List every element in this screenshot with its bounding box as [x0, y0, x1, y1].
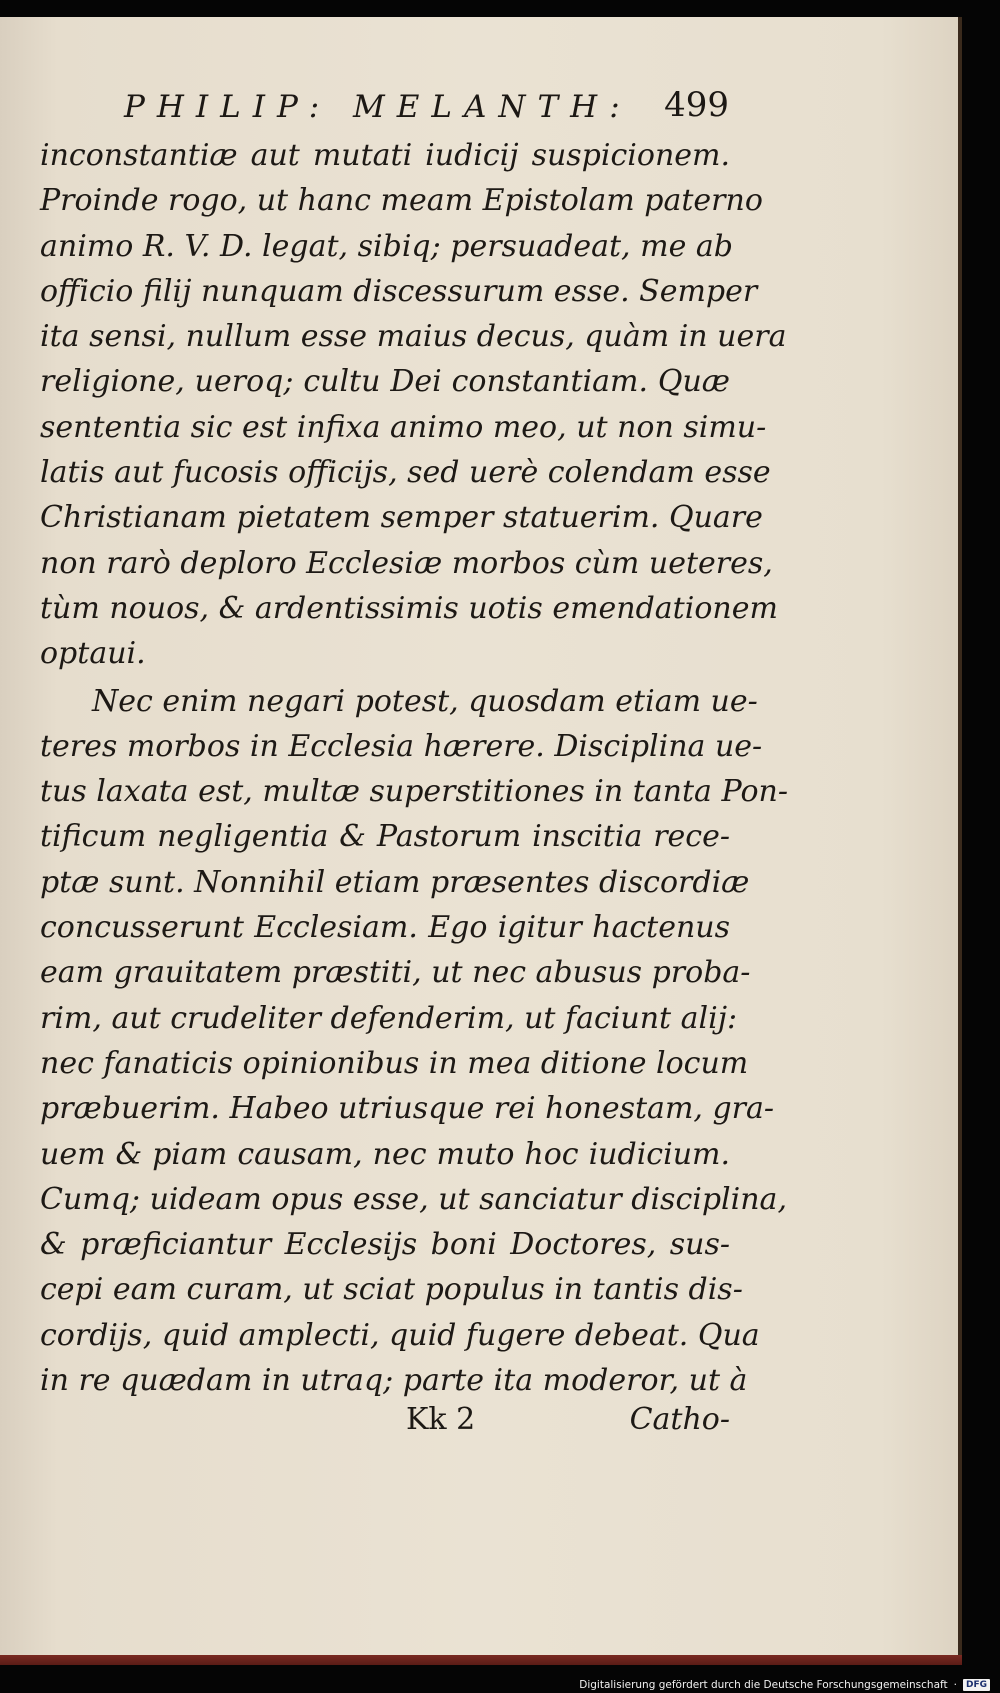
text-line: tus laxata est, multæ superstitiones in tanta Pon- — [40, 774, 788, 810]
paragraph — [40, 679, 788, 1404]
text-line: tificum negligentia & Pastorum inscitia rece- — [40, 819, 730, 855]
text-line: in re quædam in utraq; parte ita moderor, ut à — [40, 1363, 748, 1399]
page-header — [124, 77, 729, 137]
text-line: Christianam pietatem semper statuerim. Quare — [40, 500, 763, 536]
page-bottom-edge — [0, 1655, 962, 1665]
paragraph — [40, 133, 787, 677]
text-line: ptæ sunt. Nonnihil etiam præsentes discordiæ — [40, 864, 750, 900]
body-text — [40, 133, 788, 1403]
text-line: non rarò deploro Ecclesiæ morbos cùm ueteres, — [40, 545, 773, 581]
text-line: animo R. V. D. legat, sibiq; persuadeat, me ab — [40, 228, 733, 264]
signature-mark: Kk 2 — [406, 1402, 476, 1437]
catchword: Catho- — [629, 1402, 730, 1437]
running-head: PHILIP: MELANTH: — [124, 89, 632, 125]
text-line: tùm nouos, & ardentissimis uotis emendationem — [40, 590, 778, 626]
text-line: Proinde rogo, ut hanc meam Epistolam paterno — [40, 183, 763, 219]
text-line: teres morbos in Ecclesia hærere. Disciplina ue- — [40, 728, 763, 764]
text-line: religione, ueroq; cultu Dei constantiam. Quæ — [40, 364, 730, 400]
page-footer — [40, 1402, 730, 1448]
text-line: uem & piam causam, nec muto hoc iudicium. — [40, 1136, 730, 1172]
text-line: ita sensi, nullum esse maius decus, quàm in uera — [40, 319, 787, 355]
text-line: concusserunt Ecclesiam. Ego igitur hactenus — [40, 910, 730, 946]
text-line: inconstantiæ aut mutati iudicij suspicionem. — [40, 138, 730, 173]
text-line: sententia sic est infixa animo meo, ut non simu- — [40, 409, 767, 445]
text-line: cepi eam curam, ut sciat populus in tantis dis- — [40, 1272, 743, 1308]
text-line: Nec enim negari potest, quosdam etiam ue- — [92, 683, 758, 719]
dfg-logo-icon: DFG — [963, 1679, 990, 1691]
text-line: Cumq; uideam opus esse, ut sanciatur disciplina, — [40, 1181, 787, 1217]
book-page — [0, 17, 962, 1665]
digitization-credit: Digitalisierung gefördert durch die Deutsche Forschungsgemeinschaft · DFG — [579, 1677, 990, 1693]
text-line: optaui. — [40, 636, 146, 672]
text-line: cordijs, quid amplecti, quid fugere debeat. Qua — [40, 1317, 760, 1353]
text-line: rim, aut crudeliter defenderim, ut faciunt alij: — [40, 1000, 738, 1036]
text-line: & præficiantur Ecclesijs boni Doctores, sus- — [40, 1227, 730, 1263]
text-line: latis aut fucosis officijs, sed uerè colendam esse — [40, 455, 771, 491]
text-line: eam grauitatem præstiti, ut nec abusus proba- — [40, 955, 751, 991]
text-line: præbuerim. Habeo utriusque rei honestam, gra- — [40, 1091, 775, 1127]
page-number: 499 — [664, 85, 729, 125]
credit-text: Digitalisierung gefördert durch die Deutsche Forschungsgemeinschaft — [579, 1679, 948, 1691]
text-line: officio filij nunquam discessurum esse. Semper — [40, 273, 758, 309]
text-line: nec fanaticis opinionibus in mea ditione locum — [40, 1045, 749, 1081]
